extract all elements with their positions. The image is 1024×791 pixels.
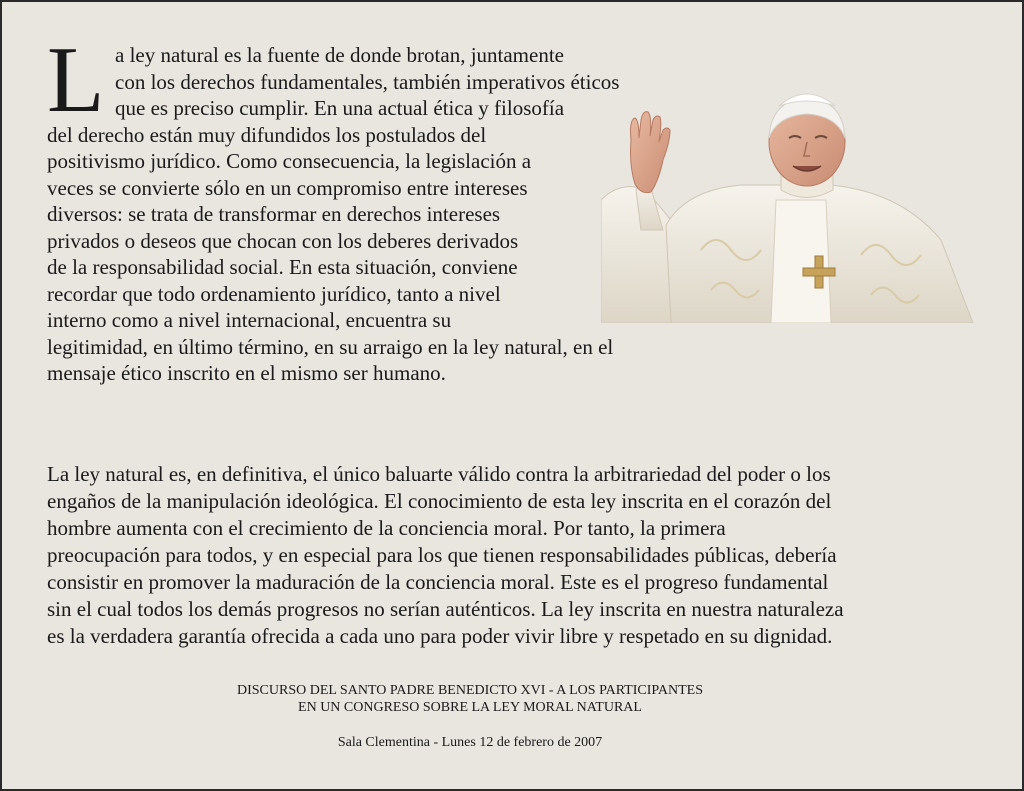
- paragraph-2-line: sin el cual todos los demás progresos no serían auténticos. La ley inscrita en nuestra naturaleza: [47, 597, 844, 621]
- paragraph-1-line: veces se convierte sólo en un compromiso entre intereses: [47, 175, 528, 200]
- caption-line-2: EN UN CONGRESO SOBRE LA LEY MORAL NATURAL: [298, 700, 642, 715]
- portrait-photo: [601, 80, 977, 323]
- drop-cap: L: [47, 28, 105, 132]
- paragraph-2: [47, 461, 987, 650]
- paragraph-1-line: a ley natural es la fuente de donde brotan, juntamente: [115, 43, 564, 67]
- paragraph-2-line: consistir en promover la maduración de la conciencia moral. Este es el progreso fundamental: [47, 570, 829, 594]
- paragraph-2-line: engaños de la manipulación ideológica. El conocimiento de esta ley inscrita en el corazón del: [47, 489, 832, 513]
- paragraph-1-line: privados o deseos que chocan con los deberes derivados: [47, 228, 519, 253]
- paragraph-1-line: mensaje ético inscrito en el mismo ser humano.: [47, 361, 446, 385]
- paragraph-1-line: con los derechos fundamentales, también imperativos éticos: [115, 69, 620, 94]
- paragraph-1-line: que es preciso cumplir. En una actual ética y filosofía: [115, 96, 565, 120]
- paragraph-1-line: del derecho están muy difundidos los postulados del: [47, 122, 487, 147]
- paragraph-1-line: interno como a nivel internacional, encuentra su: [47, 308, 452, 332]
- caption-line-1: DISCURSO DEL SANTO PADRE BENEDICTO XVI - A LOS PARTICIPANTES: [236, 683, 704, 698]
- paragraph-2-line: La ley natural es, en definitiva, el único baluarte válido contra la arbitrariedad del poder o los: [47, 462, 831, 486]
- paragraph-2-line: preocupación para todos, y en especial para los que tienen responsabilidades públicas, debería: [47, 543, 837, 567]
- paragraph-1-line: legitimidad, en último término, en su arraigo en la ley natural, en el: [47, 334, 614, 359]
- caption-location-date: Sala Clementina - Lunes 12 de febrero de 2007: [337, 735, 603, 750]
- paragraph-1-line: recordar que todo ordenamiento jurídico, tanto a nivel: [47, 281, 501, 306]
- paragraph-1-line: de la responsabilidad social. En esta situación, conviene: [47, 255, 518, 279]
- caption-title: [0, 682, 940, 716]
- paragraph-2-line: es la verdadera garantía ofrecida a cada uno para poder vivir libre y respetado en su dignidad.: [47, 624, 833, 648]
- paragraph-1-line: diversos: se trata de transformar en derechos intereses: [47, 202, 501, 226]
- paragraph-1: [47, 28, 697, 387]
- paragraph-1-line: positivismo jurídico. Como consecuencia, la legislación a: [47, 149, 532, 173]
- paragraph-2-line: hombre aumenta con el crecimiento de la conciencia moral. Por tanto, la primera: [47, 516, 726, 540]
